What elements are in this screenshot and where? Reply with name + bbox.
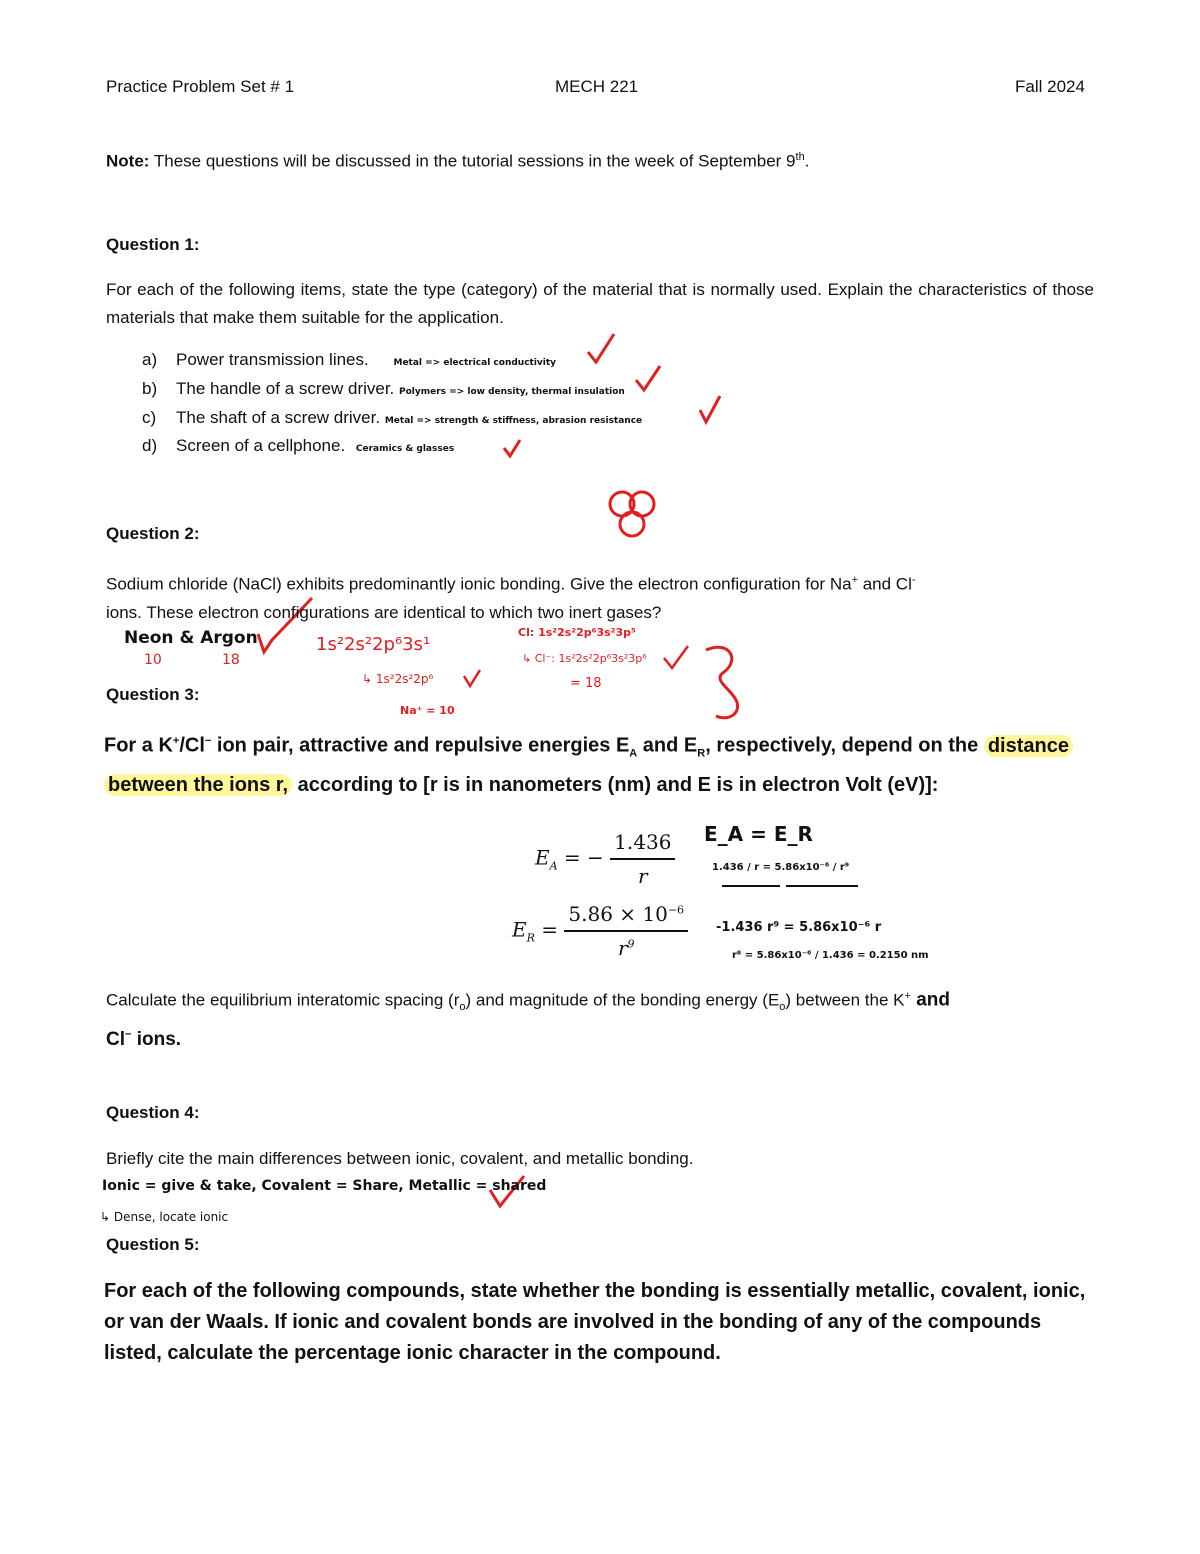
highlight-between-ions: between the ions r, bbox=[104, 774, 292, 796]
q2-paragraph bbox=[106, 566, 1106, 627]
q3-calc-sub0: o bbox=[459, 1001, 466, 1014]
q3-hand-h2: 1.436 / r = 5.86x10⁻⁶ / r⁹ bbox=[712, 862, 850, 873]
eq-r-den-exp: 9 bbox=[627, 937, 635, 951]
header-right: Fall 2024 bbox=[1015, 77, 1085, 96]
checkmark-icon bbox=[636, 366, 660, 390]
q3-line2-rest: according to [r is in nanometers (nm) and E is in electron Volt (eV)]: bbox=[292, 773, 939, 796]
eq-a-fraction bbox=[610, 830, 675, 888]
note-sup: th bbox=[795, 151, 805, 163]
brace-icon bbox=[706, 647, 738, 718]
q3-calc-line2-b: ions. bbox=[131, 1029, 182, 1051]
circle-doodle-icon bbox=[620, 512, 644, 536]
equation-ea: $E_A$ = − $\frac{1.436}{r}$ bbox=[535, 830, 675, 888]
q1-item-label: a) bbox=[142, 350, 158, 369]
note-text: These questions will be discussed in the tutorial sessions in the week of September 9 bbox=[153, 151, 796, 171]
eq-a-lhs: E bbox=[535, 845, 550, 870]
q1-item-label: d) bbox=[142, 436, 158, 455]
checkmark-icon bbox=[664, 646, 688, 668]
eq-r-fraction bbox=[564, 902, 688, 960]
q3-hand-h4: r⁸ = 5.86x10⁻⁶ / 1.436 = 0.2150 nm bbox=[732, 950, 929, 961]
q3-calc-a: Calculate the equilibrium interatomic spacing (r bbox=[106, 990, 460, 1010]
q3-calc-b: ) and magnitude of the bonding energy (E bbox=[465, 990, 780, 1010]
q3-line1-b: /Cl bbox=[179, 734, 205, 757]
q3-line1-d: and E bbox=[637, 734, 698, 757]
q1-item-text: Screen of a cellphone. bbox=[176, 436, 346, 455]
q3-line1-a: For a K bbox=[104, 734, 173, 757]
q2-sup-plus: + bbox=[851, 574, 858, 586]
q2-hand-na-count: Na⁺ = 10 bbox=[400, 704, 455, 717]
q2-line1-b: and Cl bbox=[858, 574, 912, 594]
q1-item-label: c) bbox=[142, 408, 157, 427]
q4-text: Briefly cite the main differences between ionic, covalent, and metallic bonding. bbox=[106, 1149, 694, 1168]
q1-item-label: b) bbox=[142, 379, 158, 398]
equation-er: $E_R$ = $\frac{5.86 \times 10^{-6}}{r^9}$ bbox=[512, 902, 688, 960]
q3-line1-c: ion pair, attractive and repulsive energies E bbox=[211, 734, 630, 757]
q4-hand1: Ionic = give & take, Covalent = Share, Metallic = shared bbox=[102, 1178, 547, 1194]
q2-hand-n1: 10 bbox=[144, 652, 162, 668]
q2-hand-cl-ion: ↳ Cl⁻: 1s²2s²2p⁶3s²3p⁶ bbox=[522, 652, 647, 665]
q3-calc-sup: + bbox=[904, 990, 911, 1002]
q2-sup-minus: - bbox=[911, 574, 916, 586]
q4-title: Question 4: bbox=[106, 1103, 200, 1122]
q4-hand2: ↳ Dense, locate ionic bbox=[100, 1210, 229, 1224]
eq-r-num: 5.86 × 10 bbox=[568, 902, 668, 926]
q3-sub-a: A bbox=[629, 747, 638, 760]
highlight-distance: distance bbox=[984, 735, 1073, 757]
q1-item-d-note: Ceramics & glasses bbox=[355, 444, 455, 454]
q3-title: Question 3: bbox=[106, 685, 200, 704]
q1-item-text: The shaft of a screw driver. bbox=[176, 408, 381, 427]
q2-hand-n2: 18 bbox=[222, 652, 240, 668]
q1-intro: For each of the following items, state the type (category) of the material that is normally used. Explain the characteristics of those materials that make them suitable for the application. bbox=[106, 280, 1094, 327]
eq-r-sub: R bbox=[526, 931, 535, 945]
q2-hand-na-config: 1s²2s²2p⁶3s¹ bbox=[316, 634, 431, 655]
q3-calc-d: and bbox=[910, 989, 950, 1011]
q2-line2: ions. These electron configurations are identical to which two inert gases? bbox=[106, 602, 662, 622]
q2-title: Question 2: bbox=[106, 524, 200, 543]
q3-calc bbox=[106, 982, 1106, 1054]
note-end: . bbox=[804, 151, 810, 171]
eq-a-den: r bbox=[638, 864, 648, 888]
q3-sup2: − bbox=[204, 735, 212, 747]
eq-r-exp: −6 bbox=[667, 903, 685, 917]
q1-item-text: The handle of a screw driver. bbox=[176, 379, 395, 398]
q3-paragraph bbox=[104, 726, 1104, 801]
q2-hand-na-ion: ↳ 1s²2s²2p⁶ bbox=[362, 672, 434, 686]
checkmark-icon bbox=[700, 396, 720, 422]
q2-hand-cl-config: Cl: 1s²2s²2p⁶3s²3p⁵ bbox=[518, 626, 636, 639]
checkmark-icon bbox=[464, 670, 480, 686]
q2-line1-a: Sodium chloride (NaCl) exhibits predominantly ionic bonding. Give the electron configuration for Na bbox=[106, 574, 852, 594]
q3-sub-r: R bbox=[697, 747, 706, 760]
q1-item-c-note: Metal => strength & stiffness, abrasion resistance bbox=[384, 416, 643, 426]
eq-a-num: 1.436 bbox=[610, 830, 675, 860]
q5-text: For each of the following compounds, state whether the bonding is essentially metallic, covalent, ionic, or van der Waals. If ionic and covalent bonds are involved in the bonding of any of the compounds listed, calculate the percentage ionic character in the compound. bbox=[104, 1280, 1086, 1364]
q2-hand-answer: Neon & Argon bbox=[124, 628, 258, 648]
checkmark-icon bbox=[504, 440, 520, 456]
q3-sup1: + bbox=[172, 735, 180, 747]
q5-title: Question 5: bbox=[106, 1235, 200, 1254]
header-left: Practice Problem Set # 1 bbox=[106, 77, 295, 96]
q1-item-b-note: Polymers => low density, thermal insulation bbox=[399, 387, 625, 397]
checkmark-icon bbox=[588, 334, 614, 362]
q2-hand-cl-count: = 18 bbox=[570, 676, 602, 691]
q1-item-a-note: Metal => electrical conductivity bbox=[393, 358, 557, 368]
q3-calc-line2-sup: − bbox=[125, 1029, 132, 1042]
note-label: Note: bbox=[106, 151, 150, 171]
q3-calc-sub1: o bbox=[779, 1001, 786, 1014]
eq-r-lhs: E bbox=[512, 917, 527, 942]
q3-hand-h3: -1.436 r⁹ = 5.86x10⁻⁶ r bbox=[716, 920, 882, 935]
q3-calc-line2-a: Cl bbox=[106, 1029, 125, 1051]
eq-a-sub: A bbox=[549, 859, 558, 873]
q1-item-text: Power transmission lines. bbox=[176, 350, 369, 369]
q3-line1-e: , respectively, depend on the bbox=[705, 734, 984, 757]
q3-calc-c: ) between the K bbox=[785, 990, 905, 1010]
eq-r-den: r bbox=[617, 936, 628, 960]
header-center: MECH 221 bbox=[555, 77, 639, 96]
q1-title: Question 1: bbox=[106, 235, 200, 254]
q3-hand-h1: E_A = E_R bbox=[704, 822, 813, 846]
